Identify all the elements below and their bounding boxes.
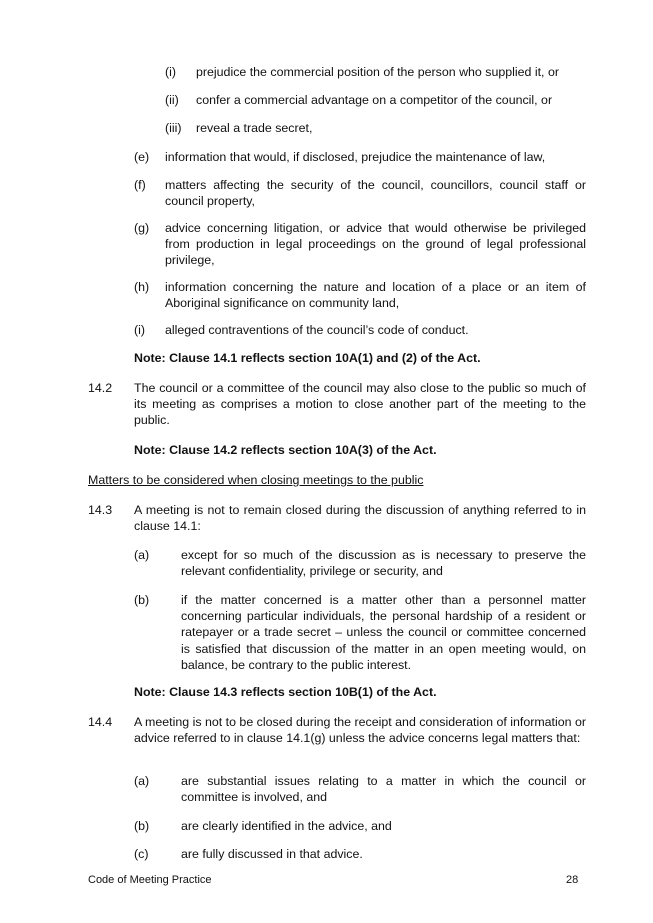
- item-label: (b): [134, 593, 150, 607]
- clause-text: A meeting is not to be closed during the receipt and consideration of information or advice referred to in clause 14.1(g) unless the advice concerns legal matters that:: [134, 715, 586, 746]
- item-label: (h): [134, 280, 150, 294]
- item-label: (c): [134, 847, 149, 861]
- item-text: are clearly identified in the advice, and: [181, 819, 392, 833]
- item-text: are substantial issues relating to a matter in which the council or committee is involved, and: [181, 774, 586, 805]
- item-text: information that would, if disclosed, prejudice the maintenance of law,: [165, 150, 546, 164]
- item-text: confer a commercial advantage on a competitor of the council, or: [196, 93, 553, 107]
- clause-text: The council or a committee of the council may also close to the public so much of its meeting as comprises a motion to close another part of the meeting to the public.: [134, 381, 586, 428]
- item-text: if the matter concerned is a matter other than a personnel matter concerning particular individuals, the personal hardship of a resident or ratepayer or a trade secret – unless the council or committee concerned is satisfied that discussion of the matter in an open meeting would, on balance, be contrary to the public interest.: [181, 593, 586, 672]
- clause-number: 14.2: [88, 381, 113, 395]
- item-text: matters affecting the security of the council, councillors, council staff or council property,: [165, 178, 586, 209]
- item-text: information concerning the nature and location of a place or an item of Aboriginal significance on community land,: [165, 280, 586, 311]
- clause-number: 14.3: [88, 503, 113, 517]
- page-number: 28: [566, 874, 579, 886]
- item-text: prejudice the commercial position of the person who supplied it, or: [196, 65, 559, 79]
- clause-text: A meeting is not to remain closed during the discussion of anything referred to in clause 14.1:: [134, 503, 586, 534]
- note-14-3: Note: Clause 14.3 reflects section 10B(1) of the Act.: [134, 685, 437, 699]
- footer-title: Code of Meeting Practice: [88, 874, 212, 886]
- item-label: (e): [134, 150, 150, 164]
- section-heading: Matters to be considered when closing meetings to the public: [88, 473, 424, 487]
- item-text: advice concerning litigation, or advice that would otherwise be privileged from production in legal proceedings on the ground of legal professional privilege,: [165, 221, 586, 268]
- item-label: (g): [134, 221, 150, 235]
- clause-number: 14.4: [88, 715, 113, 729]
- note-14-1: Note: Clause 14.1 reflects section 10A(1) and (2) of the Act.: [134, 351, 481, 365]
- item-label: (iii): [165, 121, 182, 135]
- item-label: (f): [134, 178, 146, 192]
- item-text: are fully discussed in that advice.: [181, 847, 363, 861]
- item-label: (a): [134, 548, 150, 562]
- item-text: alleged contraventions of the council’s code of conduct.: [165, 323, 469, 337]
- item-label: (ii): [165, 93, 179, 107]
- item-label: (i): [134, 323, 146, 337]
- item-label: (a): [134, 774, 150, 788]
- item-label: (i): [165, 65, 177, 79]
- item-text: except for so much of the discussion as is necessary to preserve the relevant confidentiality, privilege or security, and: [181, 548, 586, 579]
- note-14-2: Note: Clause 14.2 reflects section 10A(3) of the Act.: [134, 443, 437, 457]
- item-label: (b): [134, 819, 150, 833]
- item-text: reveal a trade secret,: [196, 121, 313, 135]
